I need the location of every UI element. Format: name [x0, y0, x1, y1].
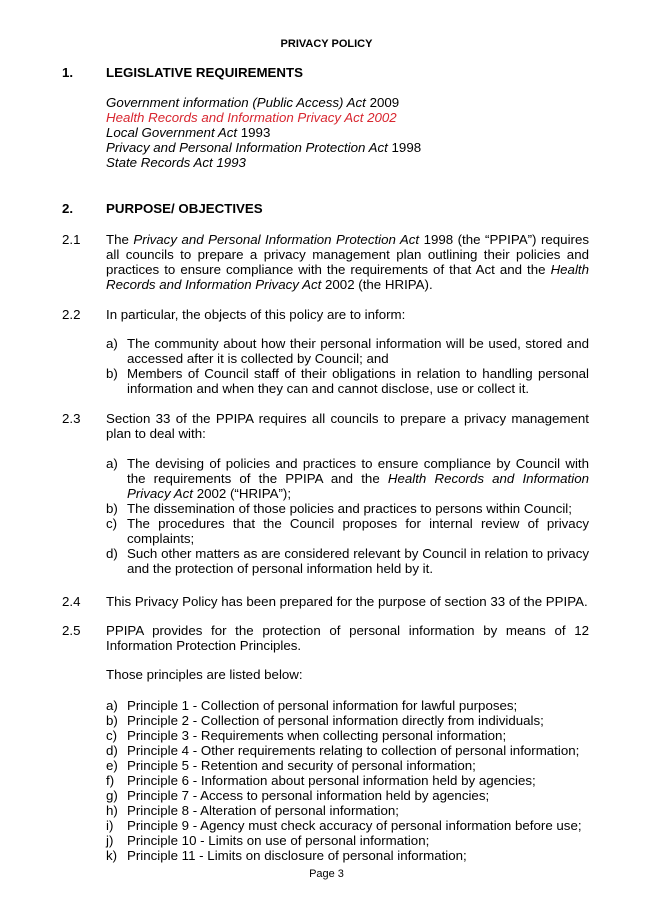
paragraph-text: This Privacy Policy has been prepared for the purpose of section 33 of the PPIPA. [106, 594, 588, 609]
principles-intro: Those principles are listed below: [106, 667, 303, 682]
page-number: Page 3 [309, 868, 344, 880]
principles-list [62, 698, 589, 863]
list-item: a) The devising of policies and practices to ensure compliance by Council with the requirements of the PPIPA and the Health Records and Information Privacy Act 2002 (“HRIPA”); [106, 456, 589, 501]
section-number: 2. [62, 201, 74, 216]
act-item: Privacy and Personal Information Protection Act 1998 [106, 140, 422, 155]
act-item: Government information (Public Access) Act 2009 [106, 95, 400, 110]
principle-item: j) Principle 10 - Limits on use of personal information; [106, 833, 430, 848]
paragraph-text: In particular, the objects of this policy are to inform: [106, 307, 406, 322]
principle-item: f) Principle 6 - Information about personal information held by agencies; [106, 773, 536, 788]
principle-item: e) Principle 5 - Retention and security of personal information; [106, 758, 476, 773]
paragraph-number: 2.5 [62, 623, 81, 638]
principle-item: i) Principle 9 - Agency must check accuracy of personal information before use; [106, 818, 582, 833]
principle-item: h) Principle 8 - Alteration of personal information; [106, 803, 399, 818]
principle-item: d) Principle 4 - Other requirements relating to collection of personal information; [106, 743, 580, 758]
paragraph-2-3-list [62, 456, 589, 576]
principle-item: b) Principle 2 - Collection of personal information directly from individuals; [106, 713, 544, 728]
paragraph-number: 2.1 [62, 232, 81, 247]
list-item: a) The community about how their personal information will be used, stored and accessed after it is collected by Council; and [106, 336, 589, 366]
paragraph-text: PPIPA provides for the protection of personal information by means of 12 Information Protection Principles. [106, 623, 589, 653]
principle-item: k) Principle 11 - Limits on disclosure of personal information; [106, 848, 467, 863]
paragraph-2-2 [62, 307, 589, 322]
act-item: Local Government Act 1993 [106, 125, 271, 140]
section-1-heading [62, 65, 589, 80]
list-item: c) The procedures that the Council proposes for internal review of privacy complaints; [106, 516, 589, 546]
section-2-heading [62, 201, 589, 216]
paragraph-number: 2.3 [62, 411, 81, 426]
list-item: d) Such other matters as are considered relevant by Council in relation to privacy and the protection of personal information held by it. [106, 546, 589, 576]
paragraph-2-5 [62, 623, 589, 653]
paragraph-2-4 [62, 594, 589, 609]
page-header-title: PRIVACY POLICY [280, 38, 373, 50]
act-item: State Records Act 1993 [106, 155, 246, 170]
legislation-list [106, 95, 606, 170]
section-title: PURPOSE/ OBJECTIVES [106, 201, 263, 216]
principle-item: c) Principle 3 - Requirements when collecting personal information; [106, 728, 507, 743]
section-number: 1. [62, 65, 74, 80]
list-item: b) The dissemination of those policies and practices to persons within Council; [106, 501, 572, 516]
paragraph-2-2-list [62, 336, 589, 396]
act-item-highlighted: Health Records and Information Privacy Act 2002 [106, 110, 397, 125]
paragraph-number: 2.2 [62, 307, 81, 322]
paragraph-2-1 [62, 232, 589, 292]
paragraph-number: 2.4 [62, 594, 81, 609]
principle-item: a) Principle 1 - Collection of personal information for lawful purposes; [106, 698, 518, 713]
section-title: LEGISLATIVE REQUIREMENTS [106, 65, 304, 80]
principle-item: g) Principle 7 - Access to personal information held by agencies; [106, 788, 490, 803]
paragraph-2-3 [62, 411, 589, 441]
paragraph-text: The Privacy and Personal Information Protection Act 1998 (the “PPIPA”) requires all councils to prepare a privacy management plan outlining their policies and practices to ensure compliance with the requirements of that Act and the Health Records and Information Privacy Act 2002 (the HRIPA). [106, 232, 589, 292]
list-item: b) Members of Council staff of their obligations in relation to handling personal information and when they can and cannot disclose, use or collect it. [106, 366, 589, 396]
paragraph-text: Section 33 of the PPIPA requires all councils to prepare a privacy management plan to deal with: [106, 411, 589, 441]
